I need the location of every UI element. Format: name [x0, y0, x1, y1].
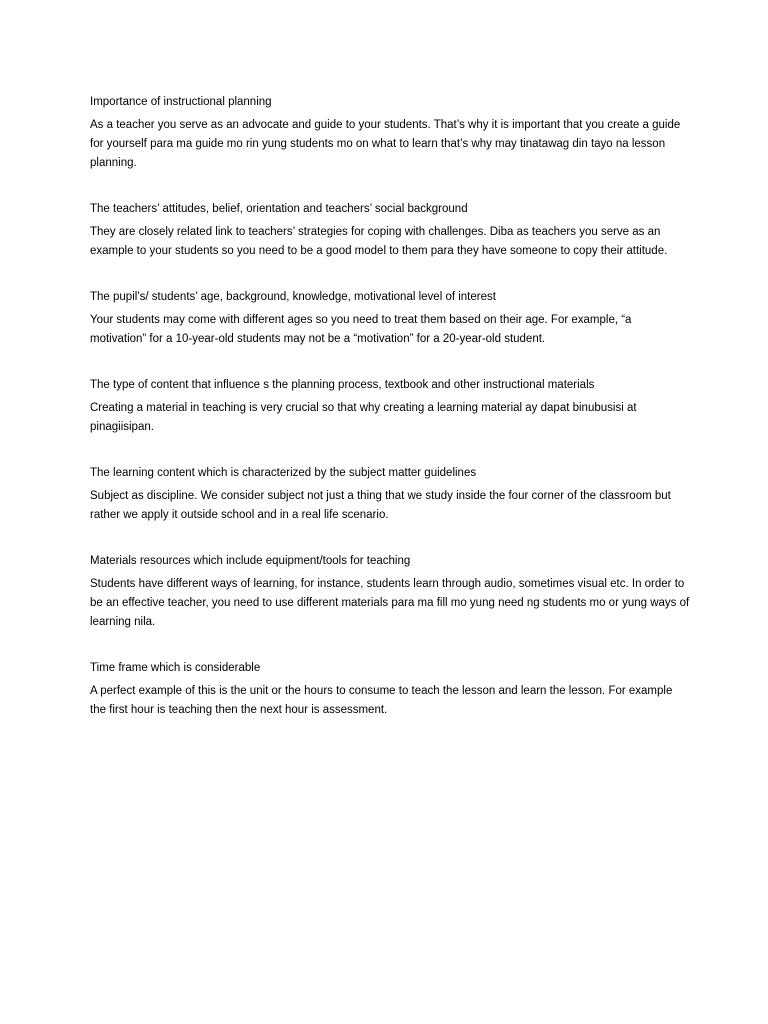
- section-students-age: [90, 287, 690, 349]
- section-heading: The learning content which is characterized by the subject matter guidelines: [90, 467, 477, 479]
- section-heading: The pupil’s/ students’ age, background, knowledge, motivational level of interest: [90, 291, 496, 303]
- section-type-of-content: [90, 375, 690, 437]
- section-body: Subject as discipline. We consider subject not just a thing that we study inside the four corner of the classroom but rather we apply it outside school and in a real life scenario.: [90, 490, 671, 521]
- section-teachers-attitudes: [90, 199, 690, 261]
- document-content: [90, 92, 690, 720]
- section-heading: Time frame which is considerable: [90, 662, 261, 674]
- section-body: Your students may come with different ages so you need to treat them based on their age. For example, “a motivation” for a 10-year-old students may not be a “motivation” for a 20-year-old student.: [90, 314, 632, 345]
- section-heading: Materials resources which include equipment/tools for teaching: [90, 555, 411, 567]
- section-materials-resources: [90, 551, 690, 632]
- section-heading: The teachers’ attitudes, belief, orientation and teachers’ social background: [90, 203, 468, 215]
- section-learning-content: [90, 463, 690, 525]
- section-body: They are closely related link to teachers’ strategies for coping with challenges. Diba as teachers you serve as an example to your students so you need to be a good model to them para they have someone to copy their attitude.: [90, 226, 668, 257]
- section-body: As a teacher you serve as an advocate and guide to your students. That’s why it is important that you create a guide for yourself para ma guide mo rin yung students mo on what to learn that’s why may tinatawag din tayo na lesson planning.: [90, 119, 681, 169]
- section-instructional-planning: [90, 92, 690, 173]
- section-body: Creating a material in teaching is very crucial so that why creating a learning material ay dapat binubusisi at pinagiisipan.: [90, 402, 637, 433]
- section-heading: Importance of instructional planning: [90, 96, 272, 108]
- section-body: A perfect example of this is the unit or the hours to consume to teach the lesson and learn the lesson. For example the first hour is teaching then the next hour is assessment.: [90, 685, 673, 716]
- section-time-frame: [90, 658, 690, 720]
- section-heading: The type of content that influence s the planning process, textbook and other instructional materials: [90, 379, 595, 391]
- section-body: Students have different ways of learning, for instance, students learn through audio, sometimes visual etc. In order to be an effective teacher, you need to use different materials para ma fill mo yung need ng students mo or yung ways of learning nila.: [90, 578, 690, 628]
